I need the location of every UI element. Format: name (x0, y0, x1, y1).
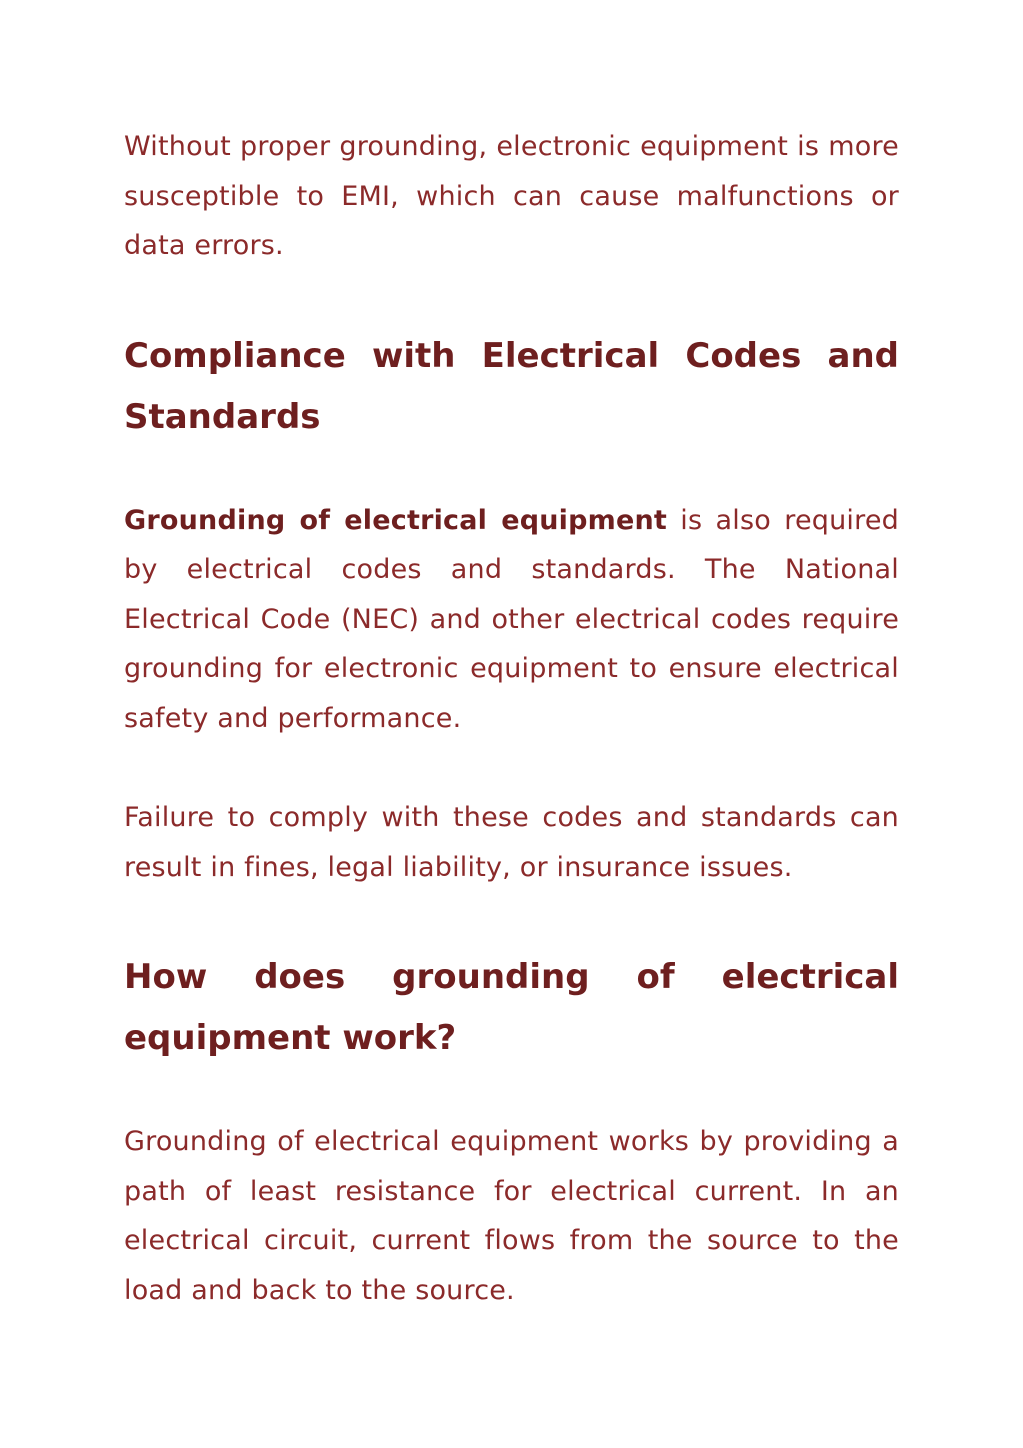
paragraph-codes-requirement (124, 496, 899, 744)
heading-compliance: Compliance with Electrical Codes and Standards (124, 335, 899, 437)
paragraph-codes-text: is also required by electrical codes and standards. The National Electrical Code (NEC) and other electrical codes require grounding for electronic equipment to ensure electrical safety and performance. (124, 504, 899, 734)
bold-phrase-grounding: Grounding of electrical equipment (124, 504, 668, 536)
document-page (124, 122, 899, 1315)
heading-how-grounding-works: How does grounding of electrical equipment work? (124, 957, 899, 1058)
paragraph-failure-to-comply: Failure to comply with these codes and standards can result in fines, legal liability, or insurance issues. (124, 802, 899, 883)
paragraph-emi-susceptibility: Without proper grounding, electronic equipment is more susceptible to EMI, which can cause malfunctions or data errors. (124, 131, 899, 261)
paragraph-grounding-mechanism: Grounding of electrical equipment works by providing a path of least resistance for electrical current. In an electrical circuit, current flows from the source to the load and back to the source. (124, 1126, 899, 1306)
